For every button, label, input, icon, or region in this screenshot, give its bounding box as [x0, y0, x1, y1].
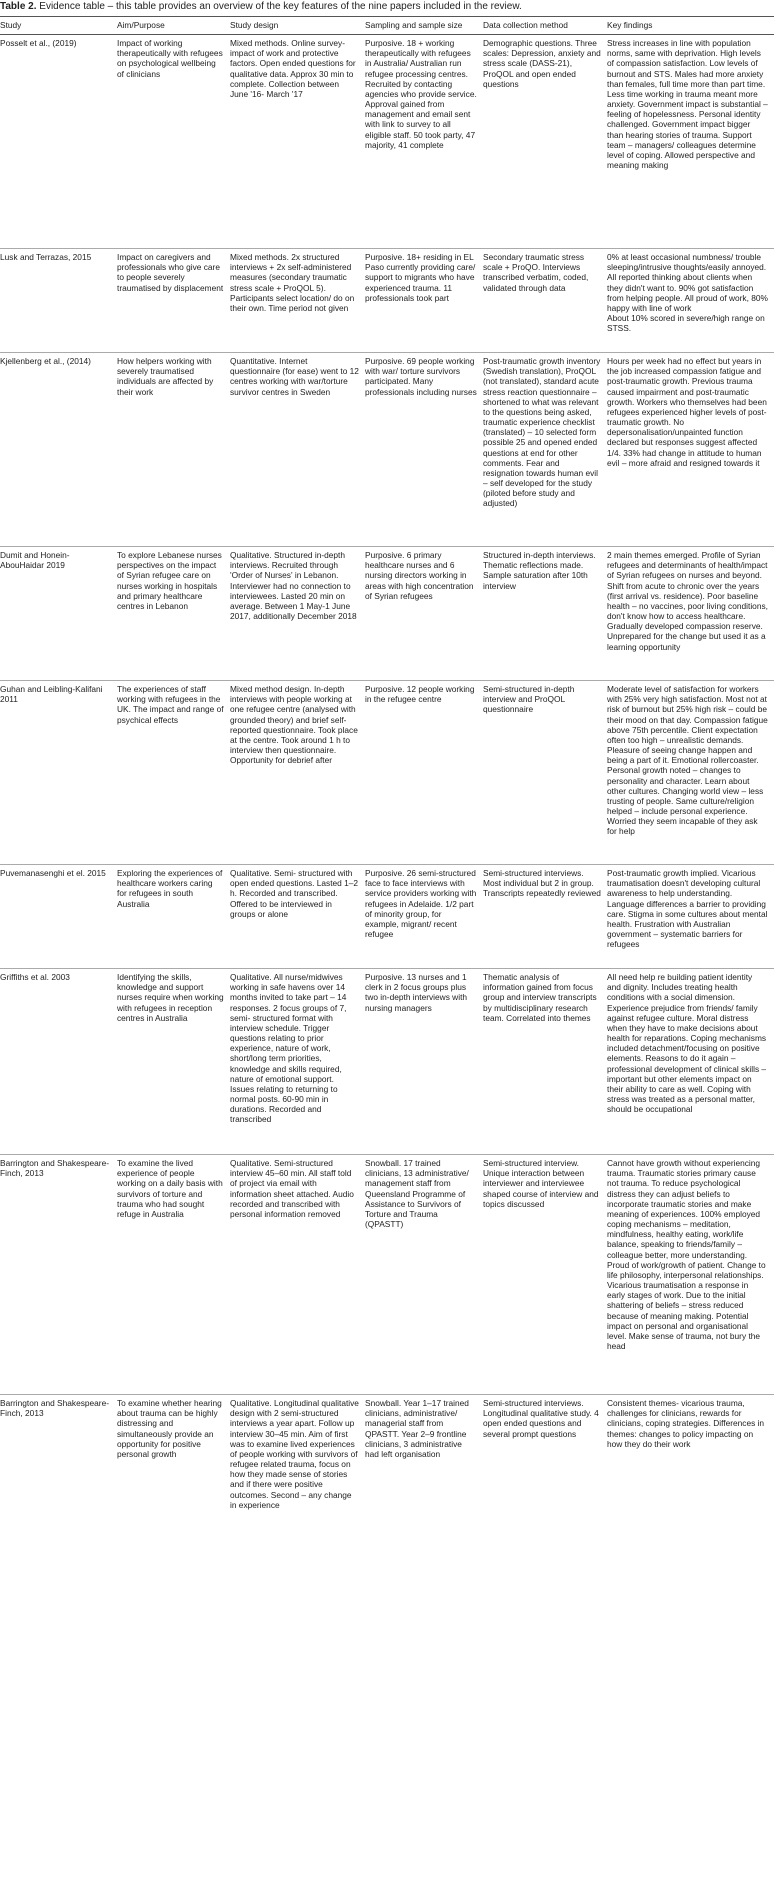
cell-text: Purposive. 26 semi-structured face to face interviews with service providers working with refugees in Adelaide. 1/2 part of minority group, for example, migrant/ recent refugee [365, 868, 477, 940]
cell-text: Post-traumatic growth inventory (Swedish translation), ProQOL (not translated), standard acute stress reaction questionnaire – shortened to what was relevant to the questions being asked, traumatic experience checklist (translated) – 10 selected form possible 25 and opened ended questions at end for other comments. Fear and resignation towards human evil – self developed for the study (piloted before study and adjusted) [483, 356, 601, 509]
cell-findings [607, 1395, 774, 1545]
cell-text: Mixed methods. 2x structured interviews + 2x self-administered measures (secondary traumatic stress scale + ProQOL 5). Participants select location/ do on their own. Time period not given [230, 252, 355, 313]
cell-text: Moderate level of satisfaction for workers with 25% very high satisfaction. Most not at risk of burnout but 25% high risk – could be their mood on that day. Compassion fatigue above 75th percentile. Client expectation often too high – unrealistic demands. Pleasure of seeing change happen and being a part of it. Emotional rollercoaster. Personal growth noted – changes to personality and character. Learn about other cultures. Changing world view – less trusting of people. Same culture/religion helped – include personal experience. Worried they seem incapable of they ask for help [607, 684, 768, 837]
cell-text: Purposive. 13 nurses and 1 clerk in 2 focus groups plus two in-depth interviews with nursing managers [365, 972, 468, 1013]
header-method: Data collection method [483, 17, 607, 35]
cell-study [0, 865, 117, 969]
cell-text: To examine whether hearing about trauma can be highly distressing and simultaneously provide an opportunity for positive personal growth [117, 1398, 222, 1459]
cell-text: Posselt et al., (2019) [0, 38, 77, 49]
cell-method [483, 681, 607, 865]
cell-findings [607, 249, 774, 353]
cell-text: Cannot have growth without experiencing trauma. Traumatic stories primary cause not trauma. To reduce psychological distress they can adjust beliefs to incorporate traumatic stories and make meaning of experiences. 100% employed coping mechanisms – meditation, mindfulness, healthy eating, work/life balance, speaking to friends/family – colleague better, more understanding. Proud of work/growth of patient. Change to life philosophy, interpersonal relationships. Vicarious traumatisation a response in early stages of work. Due to the initial shattering of beliefs – stress reduced because of meaning making. Potential impact on personal and organisational level. Make sense of trauma, not bury the head [607, 1158, 766, 1351]
table-caption [0, 0, 774, 15]
cell-text: Impact on caregivers and professionals who give care to people severely traumatised by displacement [117, 252, 224, 293]
cell-text: Lusk and Terrazas, 2015 [0, 252, 92, 263]
cell-text: Semi-structured interviews. Most individual but 2 in group. Transcripts repeatedly reviewed [483, 868, 601, 899]
cell-text: Identifying the skills, knowledge and support nurses require when working with refugees in reception centres in Australia [117, 972, 224, 1023]
header-study: Study [0, 17, 117, 35]
cell-sampling [365, 353, 483, 547]
cell-design [230, 547, 365, 681]
cell-text: Qualitative. Structured in-depth interviews. Recruited through 'Order of Nurses' in Lebanon. Interviewer had no connection to interviewees. Lasted 20 min on average. Between 1 May-1 June 2017, additionally December 2018 [230, 550, 357, 622]
header-design: Study design [230, 17, 365, 35]
cell-text: Snowball. Year 1–17 trained clinicians, administrative/ managerial staff from QPASTT. Year 2–9 frontline clinicians, 3 administrative had left organisation [365, 1398, 469, 1459]
cell-text: Post-traumatic growth implied. Vicarious traumatisation doesn't developing cultural awareness to help understanding. Language differences a barrier to providing care. Stigma in some cultures about mental health. Frustration with Australian government – systematic barriers for refugees [607, 868, 768, 950]
cell-design [230, 1155, 365, 1395]
cell-text: Purposive. 18 + working therapeutically with refugees in Australia/ Australian run refugee processing centres. Recruited by contacting agencies who provide service. Approval gained from management and email sent with link to survey to all eligible staff. 50 took party, 47 majority, 41 complete [365, 38, 477, 150]
cell-text: Guhan and Leibling-Kalifani 2011 [0, 684, 103, 705]
cell-design [230, 35, 365, 249]
cell-findings [607, 681, 774, 865]
cell-text: To examine the lived experience of people working on a daily basis with survivors of torture and trauma who had sought refuge in Australia [117, 1158, 223, 1219]
cell-text: Qualitative. Semi-structured interview 45–60 min. All staff told of project via email with information sheet attached. Audio recorded and transcribed with personal information removed [230, 1158, 354, 1219]
cell-text: How helpers working with severely traumatised individuals are affected by their work [117, 356, 214, 397]
cell-study [0, 547, 117, 681]
cell-design [230, 353, 365, 547]
cell-text: Impact of working therapeutically with refugees on psychological wellbeing of clinicians [117, 38, 223, 79]
cell-design [230, 1395, 365, 1545]
cell-text: Qualitative. All nurse/midwives working in safe havens over 14 months invited to take part – 14 responses. 2 focus groups of 7, semi- structured format with interview schedule. Trigger questions relating to prior experience, nature of work, short/long term priorities, knowledge and skills required, nature of emotional support. Issues relating to returning to normal posts. 60-90 min in durations. Recorded and transcribed [230, 972, 347, 1125]
cell-aim [117, 865, 230, 969]
table-label: Table 2. [0, 1, 37, 12]
cell-study [0, 1155, 117, 1395]
cell-findings [607, 1155, 774, 1395]
cell-sampling [365, 681, 483, 865]
cell-sampling [365, 1155, 483, 1395]
table-row [0, 249, 774, 353]
table-row [0, 681, 774, 865]
cell-findings [607, 353, 774, 547]
cell-sampling [365, 865, 483, 969]
table-row [0, 353, 774, 547]
cell-study [0, 249, 117, 353]
table-caption-text: Evidence table – this table provides an overview of the key features of the nine papers included in the review. [36, 1, 522, 12]
cell-text: Quantitative. Internet questionnaire (for ease) went to 12 centres working with war/torture survivor centres in Sweden [230, 356, 359, 397]
cell-text: Purposive. 18+ residing in EL Paso currently providing care/ support to migrants who have experienced trauma. 11 professionals took part [365, 252, 476, 303]
cell-study [0, 353, 117, 547]
cell-aim [117, 35, 230, 249]
cell-text: Barrington and Shakespeare-Finch, 2013 [0, 1158, 110, 1179]
cell-text: Purposive. 12 people working in the refugee centre [365, 684, 475, 705]
header-aim: Aim/Purpose [117, 17, 230, 35]
cell-text: The experiences of staff working with refugees in the UK. The impact and range of psychical effects [117, 684, 224, 725]
table-row [0, 1395, 774, 1545]
table-row [0, 35, 774, 249]
cell-study [0, 969, 117, 1155]
cell-design [230, 969, 365, 1155]
cell-text: Stress increases in line with population norms, same with deprivation. High levels of compassion satisfaction. Low levels of burnout and STS. Males had more anxiety than females, full time more than part time. Less time working in trauma meant more anxiety. Government impact is substantial – feeling of hopelessness. Personal identity challenged. Government impact bigger than hearing stories of trauma. Support team – managers/ colleagues determine level of coping. Allowed perspective and meaning making [607, 38, 768, 171]
cell-sampling [365, 1395, 483, 1545]
cell-text: Mixed methods. Online survey- impact of work and protective factors. Open ended questions for qualitative data. Approx 30 min to complete. Collection between June '16- March '17 [230, 38, 356, 99]
cell-text: Exploring the experiences of healthcare workers caring for refugees in south Australia [117, 868, 223, 909]
cell-aim [117, 1395, 230, 1545]
cell-design [230, 249, 365, 353]
cell-text: Demographic questions. Three scales: Depression, anxiety and stress scale (DASS-21), ProQOL and open ended questions [483, 38, 601, 89]
cell-text: Consistent themes- vicarious trauma, challenges for clinicians, rewards for clinicians, coping strategies. Differences in themes: changes to policy impacting on how they do their work [607, 1398, 765, 1449]
table-row [0, 865, 774, 969]
cell-text: All need help re building patient identity and dignity. Includes treating health conditions with a social dimension. Experience prejudice from friends/ family against refugee culture. Moral distress when they have to make decisions about health for reparations. Coping mechanisms included detachment/focusing on positive elements. Reasons to do it again – professional development of clinical skills – important but other elements impact on their ability to care as well. Coping with stress was treated as a personal matter, should be occupational [607, 972, 767, 1115]
cell-text: Purposive. 69 people working with war/ torture survivors participated. Many professionals including nurses [365, 356, 477, 397]
cell-method [483, 865, 607, 969]
cell-findings [607, 35, 774, 249]
cell-aim [117, 249, 230, 353]
header-sampling: Sampling and sample size [365, 17, 483, 35]
table-header-row [0, 17, 774, 35]
cell-aim [117, 969, 230, 1155]
cell-text: Puvemanasenghi et el. 2015 [0, 868, 106, 879]
cell-method [483, 249, 607, 353]
cell-text: Semi-structured interview. Unique interaction between interviewer and interviewee shaped course of interview and topics discussed [483, 1158, 599, 1209]
cell-text: Barrington and Shakespeare-Finch, 2013 [0, 1398, 110, 1419]
cell-text: 0% at least occasional numbness/ trouble sleeping/intrusive thoughts/easily annoyed. All reported thinking about clients when they didn't want to. 90% got satisfaction from helping people. All proud of work, 80% happy with line of work [607, 252, 768, 313]
cell-method [483, 1395, 607, 1545]
cell-sampling [365, 969, 483, 1155]
cell-aim [117, 681, 230, 865]
cell-design [230, 681, 365, 865]
cell-text: About 10% scored in severe/high range on STSS. [607, 313, 765, 334]
cell-text: To explore Lebanese nurses perspectives on the impact of Syrian refugee care on nurses working in hospitals and primary healthcare centres in Lebanon [117, 550, 222, 611]
cell-text: Dumit and Honein-AbouHaidar 2019 [0, 550, 70, 571]
cell-text: Purposive. 6 primary healthcare nurses and 6 nursing directors working in areas with high concentration of Syrian refugees [365, 550, 474, 601]
cell-study [0, 681, 117, 865]
cell-text: Mixed method design. In-depth interviews with people working at one refugee centre (analysed with grounded theory) and brief self-reported questionnaire. Took place at the centre. Took around 1 h to interview then questionnaire. Opportunity for debrief after [230, 684, 358, 766]
cell-findings [607, 969, 774, 1155]
cell-aim [117, 547, 230, 681]
cell-study [0, 1395, 117, 1545]
cell-design [230, 865, 365, 969]
table-row [0, 1155, 774, 1395]
table-row [0, 969, 774, 1155]
table-row [0, 547, 774, 681]
cell-text: Griffiths et al. 2003 [0, 972, 70, 983]
cell-text: Snowball. 17 trained clinicians, 13 administrative/ management staff from Queensland Programme of Assistance to Survivors of Torture and Trauma (QPASTT) [365, 1158, 469, 1230]
cell-method [483, 1155, 607, 1395]
cell-sampling [365, 35, 483, 249]
cell-text: Qualitative. Semi- structured with open ended questions. Lasted 1–2 h. Recorded and transcribed. Offered to be interviewed in groups or alone [230, 868, 359, 919]
cell-text: 2 main themes emerged. Profile of Syrian refugees and determinants of health/impact of Syrian refugees on nurses and beyond. Shift from acute to chronic over the years (first arrival vs. residence). Poor baseline health – no vaccines, poor living conditions, don't know how to access healthcare. Gradually developed compassion reserve. Unprepared for the change but used it as a learning opportunity [607, 550, 768, 652]
cell-text: Qualitative. Longitudinal qualitative design with 2 semi-structured interviews a year apart. Follow up interview 30–45 min. Aim of first was to examine lived experiences of people working with survivors of refugee related trauma, focus on how they made sense of stories and if there were positive outcomes. Second – any change in experience [230, 1398, 359, 1510]
cell-aim [117, 1155, 230, 1395]
cell-text: Thematic analysis of information gained from focus group and interview transcripts by multidisciplinary research team. Correlated into themes [483, 972, 597, 1023]
cell-text: Hours per week had no effect but years in the job increased compassion fatigue and post-traumatic growth. Previous trauma caused impairment and post-traumatic growth. Workers who themselves had been refugees experienced higher levels of post-traumatic growth. No depersonalisation/unpainted function declared but responses suggest affected 1/4. 33% had change in attitude to human evil – more afraid and resigned towards it [607, 356, 767, 468]
cell-findings [607, 865, 774, 969]
cell-method [483, 35, 607, 249]
cell-sampling [365, 547, 483, 681]
cell-text: Secondary traumatic stress scale + ProQO. Interviews transcribed verbatim, coded, validated through data [483, 252, 589, 293]
cell-method [483, 547, 607, 681]
cell-study [0, 35, 117, 249]
cell-method [483, 969, 607, 1155]
cell-text: Structured in-depth interviews. Thematic reflections made. Sample saturation after 10th interview [483, 550, 596, 591]
cell-text: Semi-structured interviews. Longitudinal qualitative study. 4 open ended questions and several prompt questions [483, 1398, 599, 1439]
cell-text: Semi-structured in-depth interview and ProQOL questionnaire [483, 684, 575, 715]
cell-sampling [365, 249, 483, 353]
header-findings: Key findings [607, 17, 774, 35]
cell-aim [117, 353, 230, 547]
evidence-table [0, 16, 774, 1545]
cell-text: Kjellenberg et al., (2014) [0, 356, 91, 367]
cell-method [483, 353, 607, 547]
cell-findings [607, 547, 774, 681]
